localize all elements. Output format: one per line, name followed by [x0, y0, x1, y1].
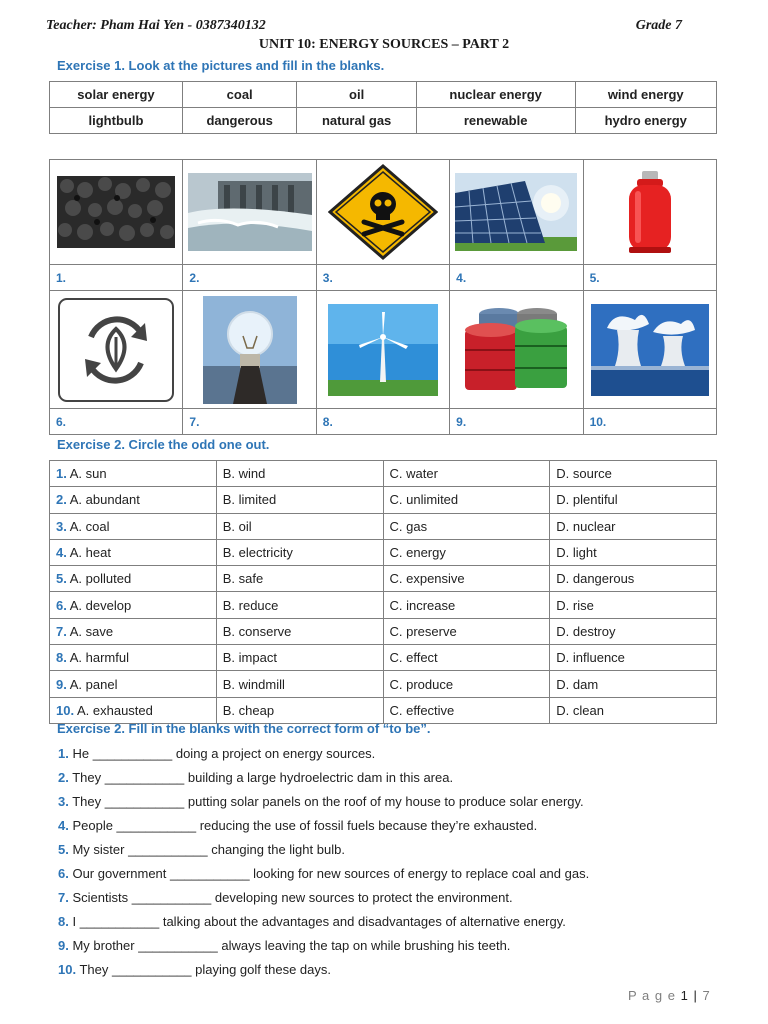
- item-number: 8.: [58, 914, 69, 929]
- item-number: 3.: [58, 794, 69, 809]
- fill-in-item: [58, 888, 738, 912]
- option-text: A. harmful: [69, 650, 129, 666]
- nuclear-plant-icon: [591, 304, 709, 396]
- odd-option-d[interactable]: [550, 513, 717, 539]
- option-text: B. oil: [222, 518, 252, 534]
- question-number: 10.: [56, 702, 75, 718]
- page-total: 7: [702, 988, 711, 1003]
- picture-number: 2.: [183, 265, 316, 291]
- picture-cell: [183, 291, 316, 409]
- question-number: 7.: [56, 623, 67, 639]
- page-label: P a g e: [628, 988, 676, 1003]
- option-text: D. dangerous: [556, 571, 635, 587]
- odd-option-c[interactable]: [383, 566, 550, 592]
- question-number: 4.: [56, 545, 67, 561]
- fill-in-item: [58, 864, 738, 888]
- fill-in-item: [58, 744, 738, 768]
- odd-option-a[interactable]: [50, 487, 217, 513]
- odd-option-c[interactable]: [383, 697, 550, 723]
- odd-option-b[interactable]: [216, 513, 383, 539]
- word-cell: nuclear energy: [416, 82, 575, 108]
- picture-number-row: [50, 409, 717, 435]
- option-text: D. rise: [556, 597, 594, 613]
- odd-row: [50, 487, 717, 513]
- word-bank-row: [50, 108, 717, 134]
- question-number: 1.: [56, 466, 67, 482]
- word-cell: dangerous: [182, 108, 297, 134]
- odd-row: [50, 697, 717, 723]
- odd-row: [50, 645, 717, 671]
- odd-row: [50, 671, 717, 697]
- grade-label: Grade 7: [635, 18, 682, 33]
- item-number: 7.: [58, 890, 69, 905]
- item-number: 9.: [58, 938, 69, 953]
- odd-option-b[interactable]: [216, 645, 383, 671]
- fill-in-list: [58, 744, 738, 984]
- teacher-name: Teacher: Pham Hai Yen - 0387340132: [46, 18, 266, 33]
- word-cell: oil: [297, 82, 416, 108]
- option-text: B. reduce: [222, 597, 279, 613]
- option-text: B. conserve: [222, 623, 292, 639]
- word-cell: hydro energy: [575, 108, 717, 134]
- word-cell: lightbulb: [50, 108, 183, 134]
- picture-number-row: [50, 265, 717, 291]
- odd-option-d[interactable]: [550, 592, 717, 618]
- item-number: 5.: [58, 842, 69, 857]
- question-number: 2.: [56, 492, 67, 508]
- option-text: D. light: [556, 545, 597, 561]
- option-text: C. unlimited: [389, 492, 459, 508]
- option-text: C. produce: [389, 676, 454, 692]
- item-number: 6.: [58, 866, 69, 881]
- item-text: He ___________ doing a project on energy sources.: [72, 746, 376, 761]
- exercise2-odd-title: Exercise 2. Circle the odd one out.: [57, 437, 270, 452]
- question-number: 3.: [56, 518, 67, 534]
- gas-cylinder-icon: [625, 169, 675, 255]
- question-number: 5.: [56, 571, 67, 587]
- item-text: Scientists ___________ developing new sources to protect the environment.: [72, 890, 513, 905]
- option-text: A. heat: [69, 545, 111, 561]
- picture-cell: [583, 160, 716, 265]
- word-cell: solar energy: [50, 82, 183, 108]
- odd-option-b[interactable]: [216, 539, 383, 565]
- picture-number: 8.: [316, 409, 449, 435]
- odd-option-b[interactable]: [216, 671, 383, 697]
- oil-barrels-icon: [459, 304, 573, 396]
- picture-number: 7.: [183, 409, 316, 435]
- odd-option-c[interactable]: [383, 487, 550, 513]
- odd-option-d[interactable]: [550, 539, 717, 565]
- odd-option-b[interactable]: [216, 487, 383, 513]
- item-text: Our government ___________ looking for new sources of energy to replace coal and gas.: [72, 866, 590, 881]
- unit-title: UNIT 10: ENERGY SOURCES – PART 2: [258, 37, 510, 52]
- coal-icon: [57, 176, 175, 248]
- option-text: D. clean: [556, 702, 604, 718]
- option-text: C. effect: [389, 650, 438, 666]
- odd-option-d[interactable]: [550, 487, 717, 513]
- odd-row: [50, 539, 717, 565]
- odd-option-d[interactable]: [550, 645, 717, 671]
- odd-option-c[interactable]: [383, 461, 550, 487]
- option-text: D. dam: [556, 676, 599, 692]
- odd-option-d[interactable]: [550, 671, 717, 697]
- wind-turbine-icon: [328, 304, 438, 396]
- odd-row: [50, 566, 717, 592]
- option-text: C. energy: [389, 545, 446, 561]
- picture-number: 4.: [450, 265, 583, 291]
- picture-cell: [183, 160, 316, 265]
- hydro-dam-icon: [188, 173, 312, 251]
- odd-row: [50, 461, 717, 487]
- picture-cell: [450, 291, 583, 409]
- odd-option-a[interactable]: [50, 539, 217, 565]
- option-text: C. gas: [389, 518, 428, 534]
- option-text: D. influence: [556, 650, 625, 666]
- option-text: B. impact: [222, 650, 277, 666]
- odd-option-c[interactable]: [383, 592, 550, 618]
- option-text: A. panel: [69, 676, 118, 692]
- odd-option-b[interactable]: [216, 618, 383, 644]
- item-text: My brother ___________ always leaving the tap on while brushing his teeth.: [72, 938, 511, 953]
- option-text: A. polluted: [69, 571, 132, 587]
- odd-option-a[interactable]: [50, 645, 217, 671]
- option-text: A. exhausted: [76, 702, 153, 718]
- item-text: People ___________ reducing the use of fossil fuels because they’re exhausted.: [72, 818, 538, 833]
- item-number: 10.: [58, 962, 77, 977]
- odd-option-a[interactable]: [50, 461, 217, 487]
- question-number: 9.: [56, 676, 67, 692]
- exercise1-title: Exercise 1. Look at the pictures and fill in the blanks.: [57, 58, 385, 73]
- picture-cell: [316, 291, 449, 409]
- pictures-table: [49, 159, 717, 435]
- option-text: A. abundant: [69, 492, 140, 508]
- odd-option-b[interactable]: [216, 566, 383, 592]
- fill-in-item: [58, 840, 738, 864]
- item-text: I ___________ talking about the advantages and disadvantages of alternative energy.: [72, 914, 566, 929]
- odd-option-c[interactable]: [383, 671, 550, 697]
- word-cell: wind energy: [575, 82, 717, 108]
- item-number: 1.: [58, 746, 69, 761]
- odd-option-c[interactable]: [383, 618, 550, 644]
- option-text: D. nuclear: [556, 518, 616, 534]
- option-text: B. cheap: [222, 702, 275, 718]
- fill-in-item: [58, 768, 738, 792]
- picture-cell: [50, 291, 183, 409]
- option-text: C. water: [389, 466, 438, 482]
- fill-in-item: [58, 912, 738, 936]
- picture-cell: [583, 291, 716, 409]
- odd-one-out-table: [49, 460, 717, 724]
- fill-in-item: [58, 960, 738, 984]
- odd-option-b[interactable]: [216, 697, 383, 723]
- option-text: C. effective: [389, 702, 455, 718]
- item-number: 4.: [58, 818, 69, 833]
- option-text: B. wind: [222, 466, 266, 482]
- option-text: A. save: [69, 623, 114, 639]
- fill-in-item: [58, 816, 738, 840]
- page-number: 1: [680, 988, 689, 1003]
- option-text: A. coal: [69, 518, 110, 534]
- page-separator: |: [688, 988, 703, 1003]
- picture-cell: [450, 160, 583, 265]
- picture-number: 3.: [316, 265, 449, 291]
- option-text: B. safe: [222, 571, 264, 587]
- question-number: 6.: [56, 597, 67, 613]
- word-bank-table: [49, 81, 717, 134]
- picture-cell: [50, 160, 183, 265]
- lightbulb-icon: [203, 296, 297, 404]
- picture-number: 5.: [583, 265, 716, 291]
- option-text: B. limited: [222, 492, 277, 508]
- option-text: A. develop: [69, 597, 132, 613]
- odd-row: [50, 513, 717, 539]
- word-bank-row: [50, 82, 717, 108]
- option-text: B. windmill: [222, 676, 285, 692]
- odd-option-c[interactable]: [383, 539, 550, 565]
- odd-option-c[interactable]: [383, 645, 550, 671]
- page-footer: [628, 988, 711, 1003]
- picture-number: 10.: [583, 409, 716, 435]
- item-text: My sister ___________ changing the light bulb.: [72, 842, 345, 857]
- fill-in-item: [58, 792, 738, 816]
- fill-in-item: [58, 936, 738, 960]
- page-header: [46, 18, 682, 36]
- option-text: D. plentiful: [556, 492, 618, 508]
- word-cell: natural gas: [297, 108, 416, 134]
- odd-option-d[interactable]: [550, 697, 717, 723]
- picture-number: 9.: [450, 409, 583, 435]
- odd-option-a[interactable]: [50, 566, 217, 592]
- odd-option-d[interactable]: [550, 461, 717, 487]
- option-text: D. source: [556, 466, 612, 482]
- item-text: They ___________ playing golf these days.: [79, 962, 331, 977]
- odd-option-d[interactable]: [550, 618, 717, 644]
- word-cell: renewable: [416, 108, 575, 134]
- odd-option-b[interactable]: [216, 461, 383, 487]
- option-text: B. electricity: [222, 545, 293, 561]
- odd-option-a[interactable]: [50, 592, 217, 618]
- word-cell: coal: [182, 82, 297, 108]
- picture-row: [50, 291, 717, 409]
- odd-option-a[interactable]: [50, 671, 217, 697]
- odd-option-d[interactable]: [550, 566, 717, 592]
- question-number: 8.: [56, 650, 67, 666]
- odd-option-a[interactable]: [50, 513, 217, 539]
- picture-row: [50, 160, 717, 265]
- odd-option-a[interactable]: [50, 618, 217, 644]
- odd-row: [50, 592, 717, 618]
- item-number: 2.: [58, 770, 69, 785]
- solar-panel-icon: [455, 173, 577, 251]
- exercise2-fill-title: Exercise 2. Fill in the blanks with the correct form of “to be”.: [57, 721, 431, 736]
- item-text: They ___________ putting solar panels on the roof of my house to produce solar energy.: [72, 794, 584, 809]
- renewable-icon: [57, 297, 175, 403]
- picture-cell: [316, 160, 449, 265]
- option-text: C. expensive: [389, 571, 465, 587]
- odd-row: [50, 618, 717, 644]
- picture-number: 1.: [50, 265, 183, 291]
- picture-number: 6.: [50, 409, 183, 435]
- option-text: C. preserve: [389, 623, 457, 639]
- odd-option-b[interactable]: [216, 592, 383, 618]
- odd-option-c[interactable]: [383, 513, 550, 539]
- option-text: A. sun: [69, 466, 107, 482]
- odd-option-a[interactable]: [50, 697, 217, 723]
- option-text: D. destroy: [556, 623, 616, 639]
- option-text: C. increase: [389, 597, 456, 613]
- item-text: They ___________ building a large hydroelectric dam in this area.: [72, 770, 454, 785]
- danger-sign-icon: [328, 164, 438, 260]
